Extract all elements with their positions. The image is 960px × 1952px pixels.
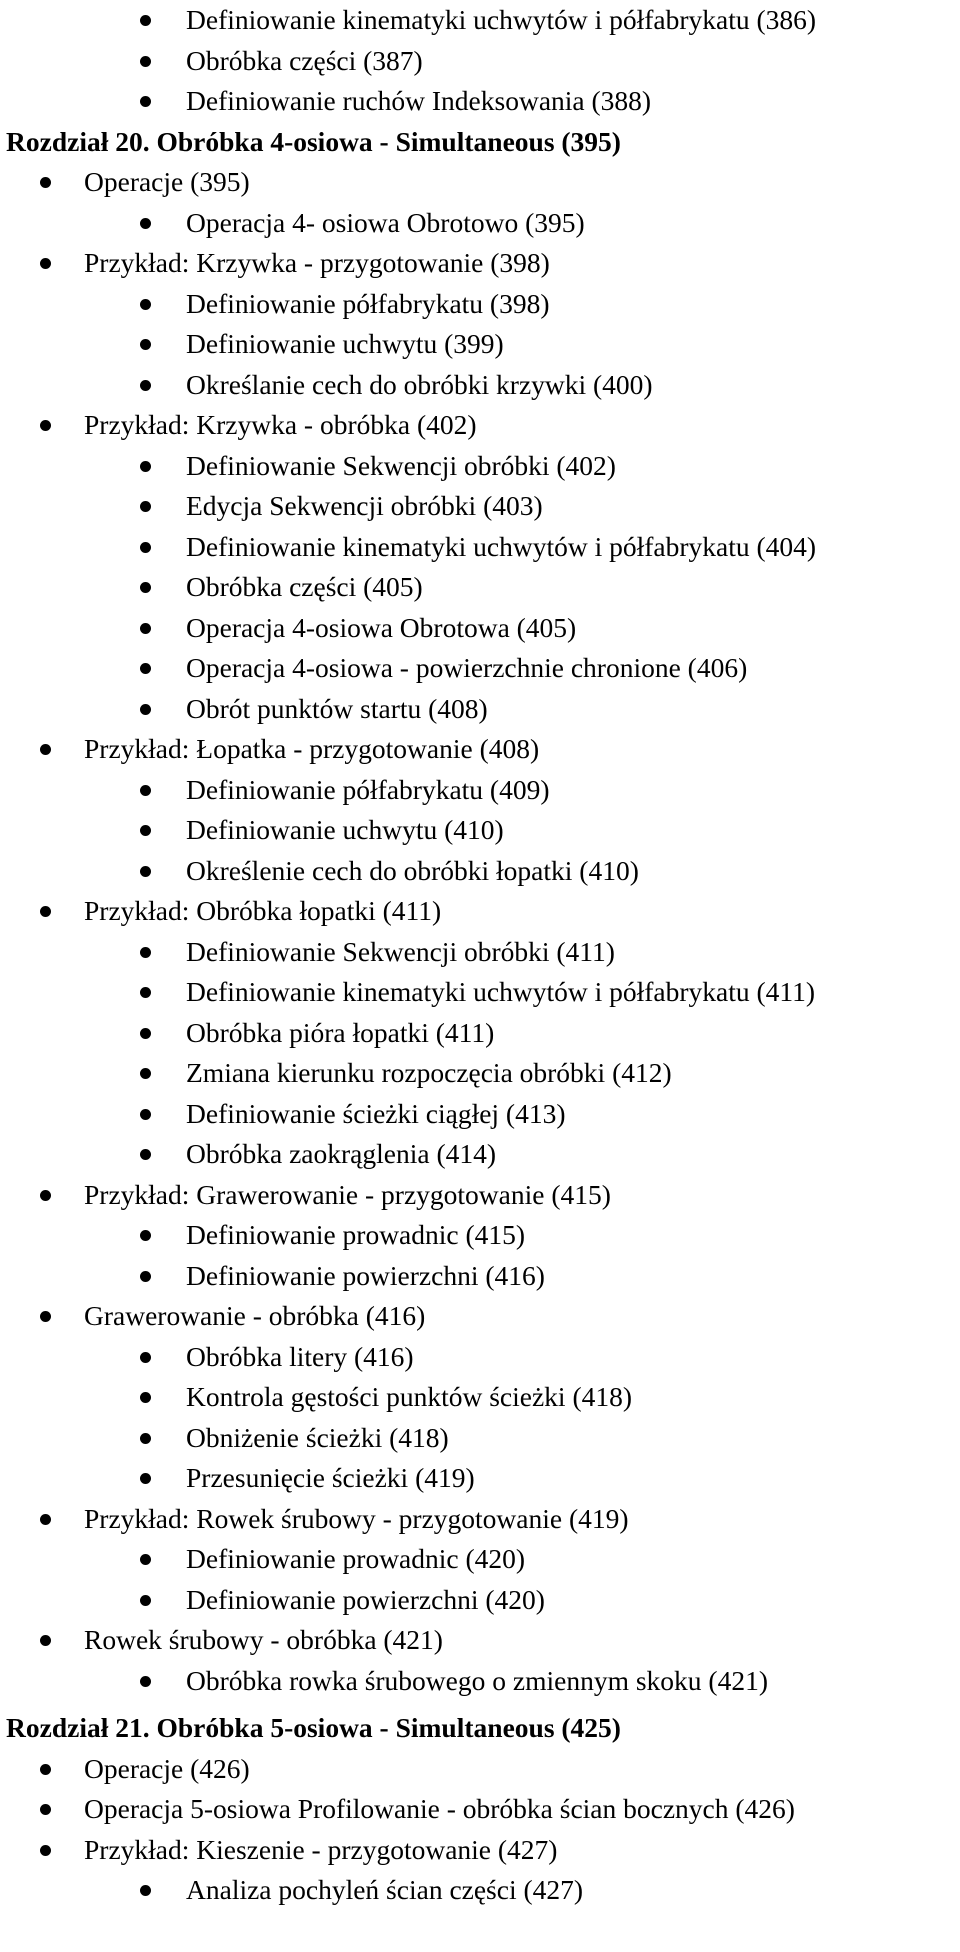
- bullet-icon: [140, 987, 151, 998]
- toc-entry-label: Definiowanie półfabrykatu (409): [186, 773, 550, 805]
- bullet-icon: [40, 1514, 51, 1525]
- bullet-icon: [40, 420, 51, 431]
- bullet-icon: [140, 1352, 151, 1363]
- toc-entry-label: Obróbka części (387): [186, 44, 423, 76]
- bullet-icon: [140, 56, 151, 67]
- toc-entry-label: Operacje (426): [84, 1752, 250, 1784]
- bullet-icon: [140, 96, 151, 107]
- toc-entry-label: Obróbka zaokrąglenia (414): [186, 1138, 497, 1169]
- toc-entry-label: Definiowanie powierzchni (420): [186, 1583, 545, 1615]
- bullet-icon: [140, 1028, 151, 1039]
- toc-entry-label: Analiza pochyleń ścian części (427): [186, 1874, 584, 1905]
- bullet-icon: [140, 1230, 151, 1241]
- bullet-icon: [140, 663, 151, 674]
- toc-entry-label: Obróbka rowka śrubowego o zmiennym skoku (421): [186, 1664, 768, 1696]
- toc-entry-label: Definiowanie prowadnic (415): [186, 1219, 526, 1250]
- toc-entry-label: Definiowanie uchwytu (410): [186, 814, 504, 845]
- bullet-icon: [140, 542, 151, 553]
- bullet-icon: [140, 947, 151, 958]
- toc-entry-label: Przykład: Grawerowanie - przygotowanie (415): [84, 1178, 611, 1210]
- toc-entry-label: Operacja 5-osiowa Profilowanie - obróbka ścian bocznych (426): [84, 1793, 795, 1824]
- toc-entry-label: Określanie cech do obróbki krzywki (400): [186, 368, 653, 400]
- toc-entry-label: Definiowanie Sekwencji obróbki (411): [186, 935, 615, 967]
- toc-entry-label: Przesunięcie ścieżki (419): [186, 1462, 475, 1493]
- toc-entry-label: Definiowanie kinematyki uchwytów i półfabrykatu (386): [186, 4, 817, 35]
- toc-entry-label: Obrót punktów startu (408): [186, 692, 488, 724]
- toc-entry-label: Grawerowanie - obróbka (416): [84, 1300, 426, 1331]
- toc-entry-label: Przykład: Rowek śrubowy - przygotowanie (419): [84, 1502, 629, 1534]
- bullet-icon: [40, 177, 51, 188]
- toc-entry-label: Przykład: Kieszenie - przygotowanie (427): [84, 1833, 558, 1865]
- toc-entry-label: Definiowanie ścieżki ciągłej (413): [186, 1097, 566, 1129]
- toc-entry-label: Definiowanie kinematyki uchwytów i półfabrykatu (411): [186, 976, 816, 1007]
- bullet-icon: [140, 704, 151, 715]
- bullet-icon: [140, 1271, 151, 1282]
- bullet-icon: [140, 1149, 151, 1160]
- chapter-title: Rozdział 20. Obróbka 4-osiowa - Simultaneous (395): [6, 125, 621, 157]
- toc-entry-label: Obniżenie ścieżki (418): [186, 1421, 449, 1453]
- bullet-icon: [40, 1190, 51, 1201]
- bullet-icon: [40, 258, 51, 269]
- bullet-icon: [140, 623, 151, 634]
- toc-entry-label: Operacja 4-osiowa Obrotowa (405): [186, 611, 577, 643]
- bullet-icon: [140, 1676, 151, 1687]
- bullet-icon: [140, 380, 151, 391]
- bullet-icon: [140, 866, 151, 877]
- bullet-icon: [140, 1392, 151, 1403]
- bullet-icon: [140, 582, 151, 593]
- toc-entry-label: Definiowanie powierzchni (416): [186, 1259, 545, 1291]
- bullet-icon: [140, 1595, 151, 1606]
- bullet-icon: [140, 218, 151, 229]
- chapter-title: Rozdział 21. Obróbka 5-osiowa - Simultaneous (425): [6, 1712, 621, 1743]
- toc-entry-label: Definiowanie prowadnic (420): [186, 1543, 526, 1574]
- toc-entry-label: Przykład: Krzywka - obróbka (402): [84, 409, 477, 440]
- toc-entry-label: Rowek śrubowy - obróbka (421): [84, 1624, 443, 1655]
- bullet-icon: [140, 1554, 151, 1565]
- toc-entry-label: Definiowanie uchwytu (399): [186, 328, 504, 359]
- bullet-icon: [140, 299, 151, 310]
- bullet-icon: [40, 1311, 51, 1322]
- toc-entry-label: Operacja 4- osiowa Obrotowo (395): [186, 206, 585, 238]
- toc-entry-label: Obróbka litery (416): [186, 1340, 414, 1372]
- toc-entry-label: Edycja Sekwencji obróbki (403): [186, 490, 543, 521]
- toc-entry-label: Definiowanie półfabrykatu (398): [186, 287, 550, 319]
- bullet-icon: [40, 1764, 51, 1775]
- toc-entry-label: Przykład: Krzywka - przygotowanie (398): [84, 247, 550, 278]
- bullet-icon: [40, 1635, 51, 1646]
- toc-entry-label: Definiowanie Sekwencji obróbki (402): [186, 449, 616, 481]
- toc-entry-label: Zmiana kierunku rozpoczęcia obróbki (412): [186, 1057, 672, 1088]
- toc-entry-label: Operacje (395): [84, 166, 250, 197]
- bullet-icon: [140, 1473, 151, 1484]
- bullet-icon: [140, 785, 151, 796]
- bullet-icon: [40, 1845, 51, 1856]
- bullet-icon: [140, 1433, 151, 1444]
- bullet-icon: [140, 1885, 151, 1896]
- toc-entry-label: Kontrola gęstości punktów ścieżki (418): [186, 1381, 633, 1412]
- bullet-icon: [140, 339, 151, 350]
- toc-entry-label: Przykład: Łopatka - przygotowanie (408): [84, 733, 540, 764]
- bullet-icon: [140, 825, 151, 836]
- toc-entry-label: Przykład: Obróbka łopatki (411): [84, 895, 442, 926]
- bullet-icon: [140, 501, 151, 512]
- bullet-icon: [140, 15, 151, 26]
- toc-entry-label: Obróbka części (405): [186, 571, 423, 602]
- bullet-icon: [40, 744, 51, 755]
- bullet-icon: [140, 1109, 151, 1120]
- toc-entry-label: Definiowanie ruchów Indeksowania (388): [186, 85, 652, 116]
- bullet-icon: [40, 1804, 51, 1815]
- toc-entry-label: Operacja 4-osiowa - powierzchnie chronione (406): [186, 652, 748, 683]
- toc-entry-label: Określenie cech do obróbki łopatki (410): [186, 854, 639, 886]
- toc-entry-label: Definiowanie kinematyki uchwytów i półfabrykatu (404): [186, 530, 817, 562]
- toc-entry-label: Obróbka pióra łopatki (411): [186, 1016, 495, 1048]
- bullet-icon: [40, 906, 51, 917]
- bullet-icon: [140, 1068, 151, 1079]
- bullet-icon: [140, 461, 151, 472]
